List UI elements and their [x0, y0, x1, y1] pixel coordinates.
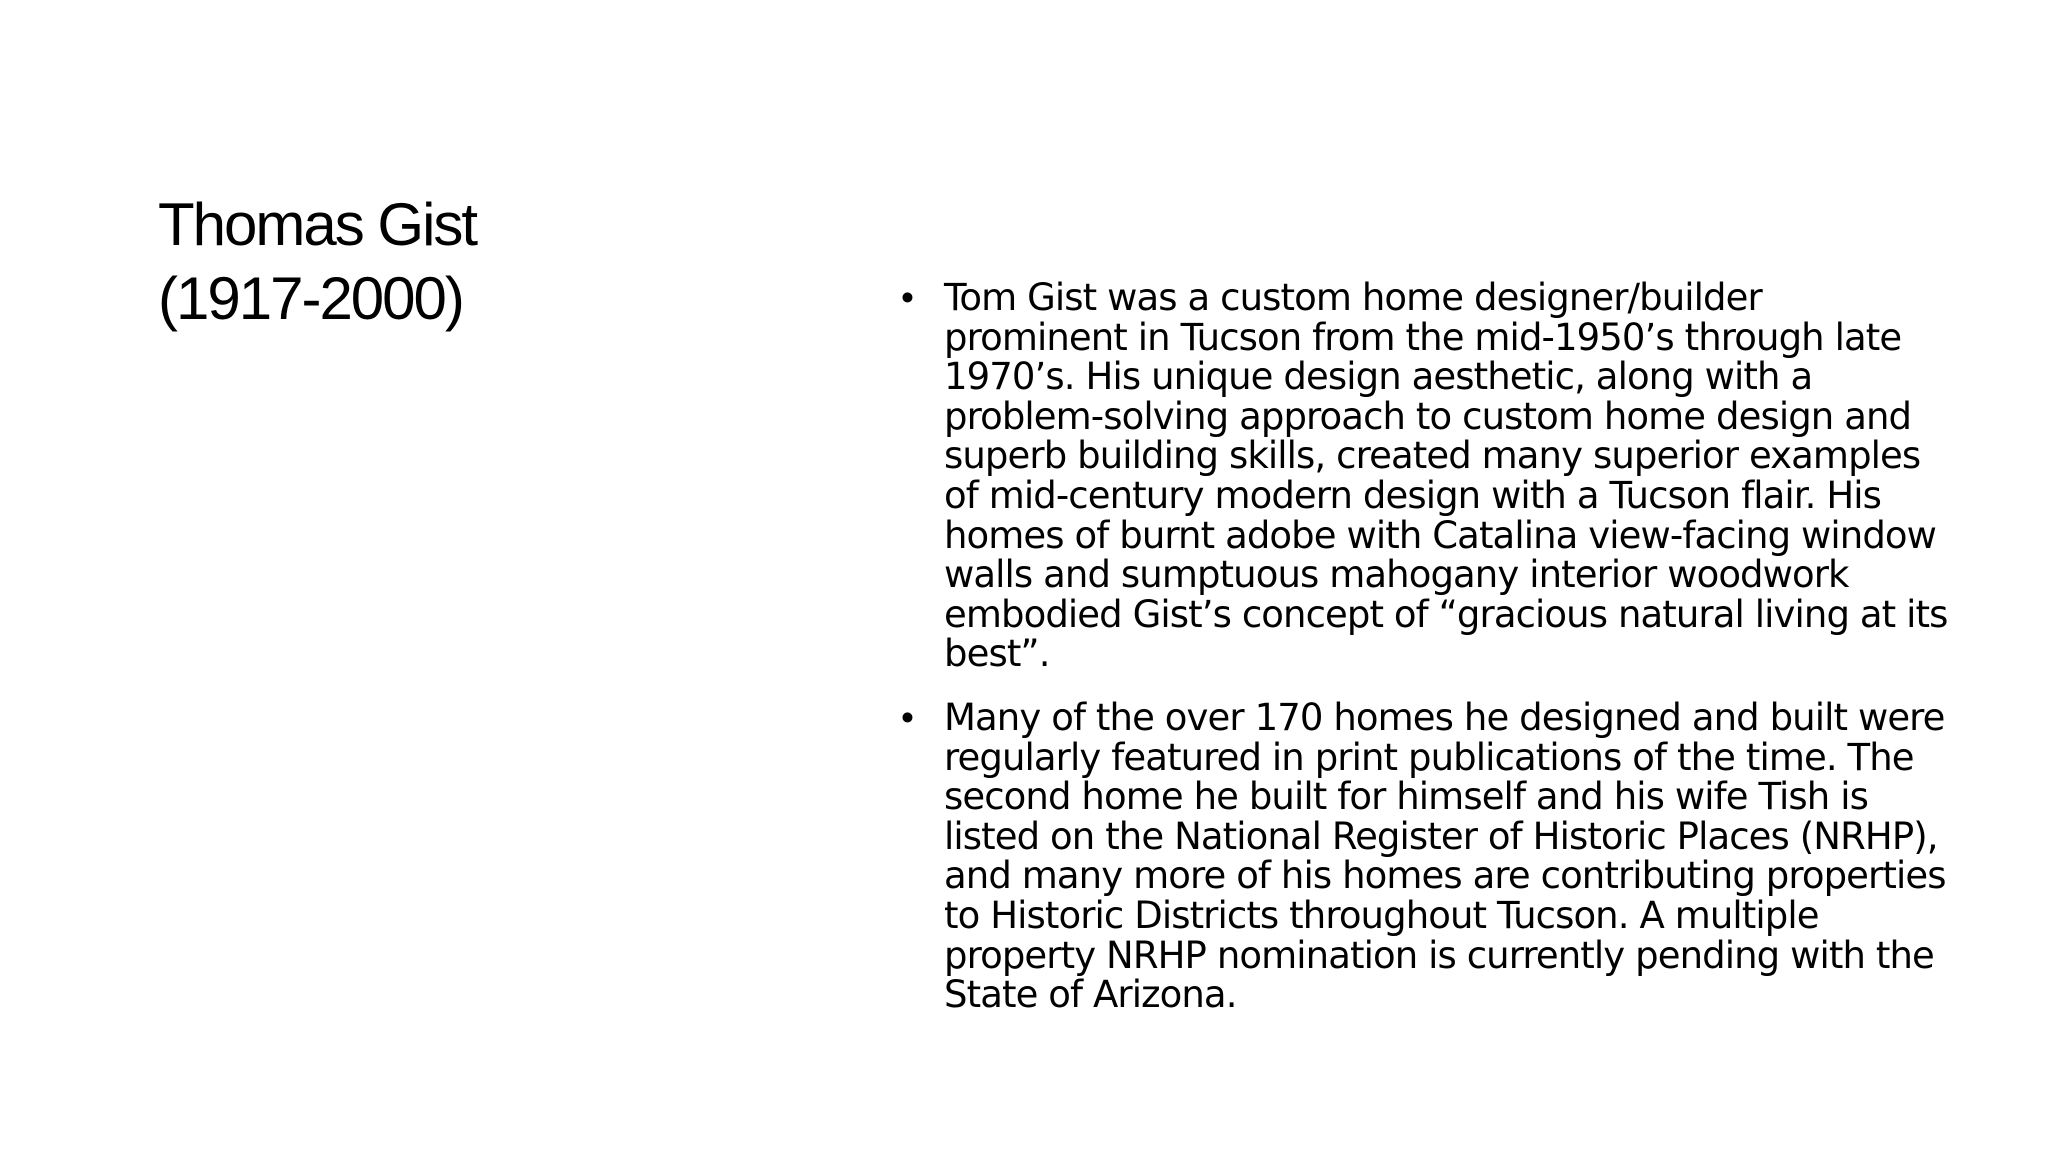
title-years: (1917-2000): [158, 265, 463, 332]
bullet-list: [898, 278, 1948, 1039]
bullet-item: [898, 695, 1948, 1017]
title-name: Thomas Gist: [158, 191, 477, 258]
bullet-dot-icon: •: [901, 696, 914, 738]
slide-title: [158, 188, 778, 336]
bullet-dot-icon: •: [901, 277, 914, 318]
bullet-item: [898, 278, 1948, 674]
bullet-text: Tom Gist was a custom home designer/builder prominent in Tucson from the mid-1950’s through late 1970’s. His unique design aesthetic, along with a problem-solving approach to custom home design and superb building skills, created many superior examples of mid-century modern design with a Tucson flair. His homes of burnt adobe with Catalina view-facing window walls and sumptuous mahogany interior woodwork embodied Gist’s concept of “gracious natural living at its best”.: [944, 276, 1948, 676]
bullet-text: Many of the over 170 homes he designed and built were regularly featured in print publications of the time. The second home he built for himself and his wife Tish is listed on the National Register of Historic Places (NRHP), and many more of his homes are contributing properties to Historic Districts throughout Tucson. A multiple property NRHP nomination is currently pending with the State of Arizona.: [944, 695, 1946, 1017]
